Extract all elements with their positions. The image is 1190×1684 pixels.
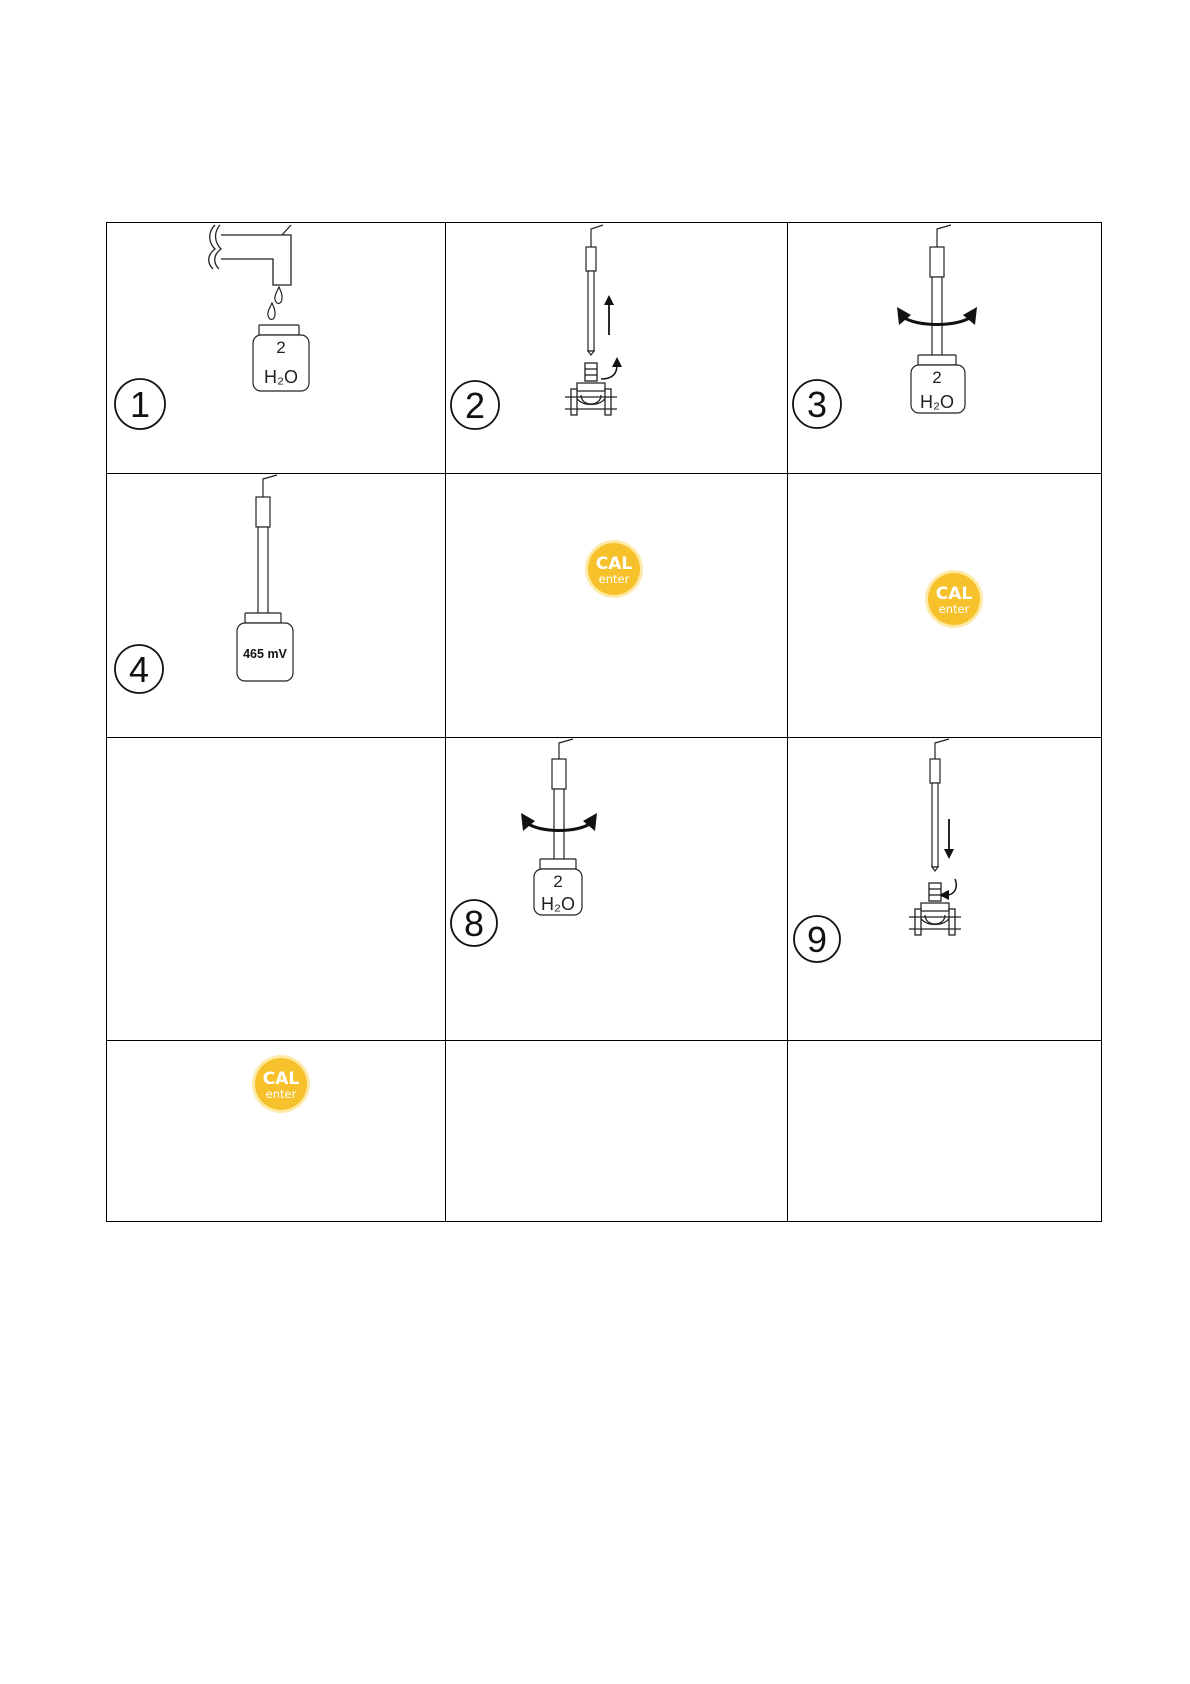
bottle-label: 2 [276,338,286,357]
step-5-cell [445,473,787,737]
bottle-content: H₂O [264,367,298,387]
step-7-cell [107,737,445,1040]
step-number: 2 [464,385,486,426]
step-number: 8 [463,903,485,944]
electrode-icon [256,475,277,615]
cal-button-label: CAL [262,1069,300,1089]
step-number: 1 [129,384,151,425]
electrode-icon [552,739,573,861]
step-number: 3 [806,384,828,425]
twist-arrow-icon [601,357,622,379]
electrode-icon [586,225,603,355]
pipe-clamp-fitting-icon [909,883,961,935]
step-4-cell [107,473,445,737]
electrode-icon [930,225,951,357]
step-6-cell [787,473,1103,737]
cal-button-sublabel: enter [265,1087,297,1101]
pipe-clamp-fitting-icon [565,363,617,415]
bottle-content: H₂O [541,894,575,914]
bottle-content: H₂O [920,392,954,412]
step-3-cell [787,223,1103,473]
bottle-label: 2 [553,872,563,891]
step-1-cell [107,223,445,473]
step-2-cell [445,223,787,473]
arrow-up-icon [604,295,614,335]
instruction-grid [106,222,1102,1222]
step-10-cell [107,1040,445,1223]
cal-button-label: CAL [595,554,633,574]
water-drop-icon [268,287,282,319]
cal-button-label: CAL [935,584,973,604]
step-number: 9 [806,919,828,960]
cal-button-sublabel: enter [938,602,970,616]
step-12-cell [787,1040,1103,1223]
faucet-icon [209,225,291,285]
step-number: 4 [128,649,150,690]
step-8-cell [445,737,787,1040]
sensor-reading: 465 mV [243,647,287,661]
arrow-down-icon [944,819,954,859]
step-11-cell [445,1040,787,1223]
cal-button-sublabel: enter [598,572,630,586]
step-9-cell [787,737,1103,1040]
bottle-label: 2 [932,368,942,387]
